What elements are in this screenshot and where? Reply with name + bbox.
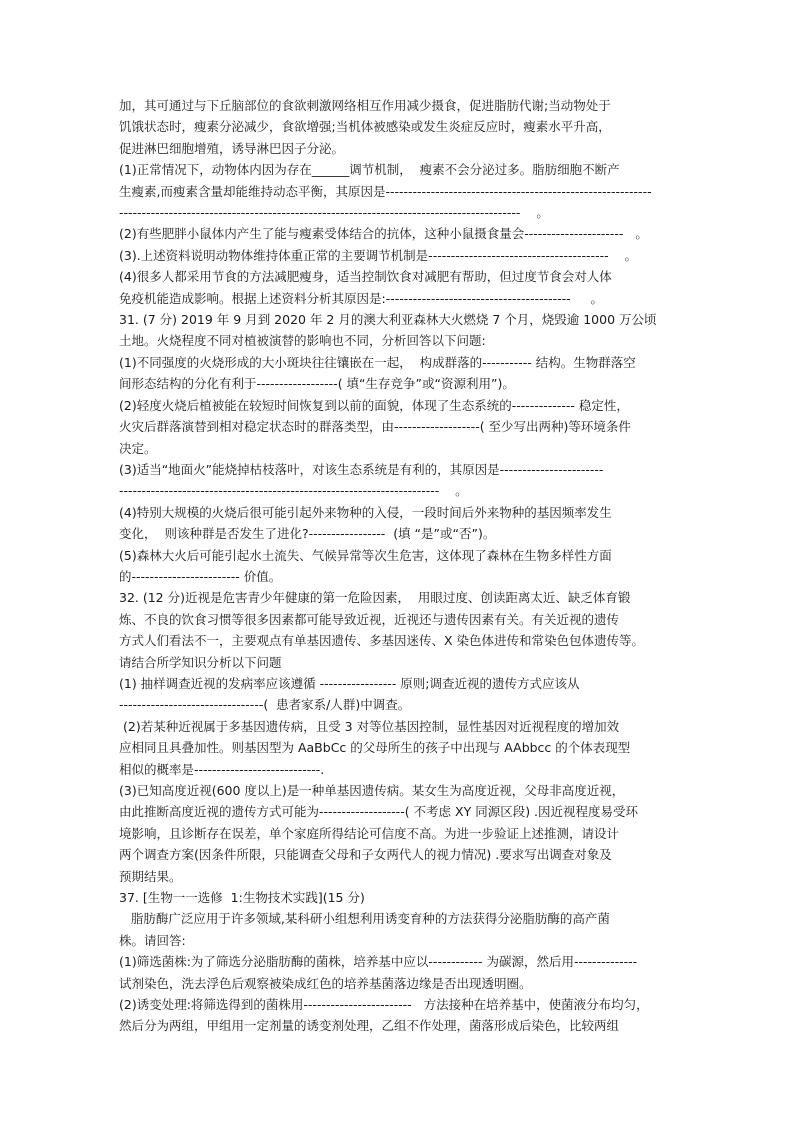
question-heading: 31. (7 分) 2019 年 9 月到 2020 年 2 月的澳大利亚森林大火燃烧 7 个月，烧毁逾 1000 万公顷 bbox=[119, 312, 657, 328]
question-line: (4)特别大规模的火烧后很可能引起外来物种的入侵，一段时间后外来物种的基因频率发生 bbox=[119, 504, 612, 520]
document-page bbox=[119, 95, 679, 1037]
question-line: (2)若某种近视属于多基因遗传病，且受 3 对等位基因控制，显性基因对近视程度的增加效 bbox=[119, 718, 620, 734]
question-line: 由此推断高度近视的遗传方式可能为-------------------( 不考虑 XY 同源区段) .因近视程度易受环 bbox=[119, 804, 639, 820]
question-line: 生瘦素,而瘦素含量却能维持动态平衡，其原因是----------------------------------------------------------- bbox=[119, 183, 652, 199]
text-line: 加，其可通过与下丘脑部位的食欲刺激网络相互作用减少摄食，促进脂肪代谢;当动物处于 bbox=[119, 98, 611, 113]
question-heading: 32. (12 分)近视是危害青少年健康的第一危险因素， 用眼过度、创读距离太近、缺乏体育锻 bbox=[119, 590, 631, 606]
answer-blank-line: ----------------------------------------------------------------------- 。 bbox=[119, 483, 468, 499]
text-line: 饥饿状态时，瘦素分泌减少，食欲增强;当机体被感染或发生炎症反应时，瘦素水平升高， bbox=[119, 119, 611, 135]
question-line: (2)轻度火烧后植被能在较短时间恢复到以前的面貌，体现了生态系统的-------------- 稳定性， bbox=[119, 397, 629, 413]
question-line: (1)不同强度的火烧形成的大小斑块往往镶嵌在一起， 构成群落的----------- 结构。生物群落空 bbox=[119, 354, 636, 370]
question-line: 应相同且具叠加性。则基因型为 AaBbCc 的父母所生的孩子中出现与 AAbbcc 的个体表现型 bbox=[119, 740, 631, 756]
question-line: (1)正常情况下，动物体内因为存在______调节机制， 瘦素不会分泌过多。脂肪细胞不断产 bbox=[119, 162, 620, 178]
question-line: 免疫机能造成影响。根据上述资料分析其原因是:----------------------------------------- 。 bbox=[119, 290, 604, 306]
text-line: 炼、不良的饮食习惯等很多因素都可能导致近视，近视还与遗传因素有关。有关近视的遗传 bbox=[119, 611, 620, 627]
text-line: 请结合所学知识分析以下问题 bbox=[119, 654, 282, 670]
question-line: 间形态结构的分化有利于------------------( 填“生存竞争”或“资源利用”)。 bbox=[119, 376, 515, 392]
question-heading: 37. [生物一一选修 1:生物技术实践](15 分) bbox=[119, 890, 365, 906]
text-line: 土地。火烧程度不同对植被演替的影响也不同，分析回答以下问题: bbox=[119, 333, 486, 349]
question-line: (2)诱变处理:将筛选得到的菌株用------------------------ 方法接种在培养基中，使菌液分布均匀， bbox=[119, 997, 649, 1013]
answer-blank-line: ----------------------------------------------------------------------------------------- 。 bbox=[119, 205, 549, 221]
question-line: 预期结果。 bbox=[119, 868, 182, 884]
question-line: (3)已知高度近视(600 度以上)是一种单基因遗传病。某女生为高度近视，父母非高度近视， bbox=[119, 783, 625, 798]
text-line: 脂肪酶广泛应用于许多领域,某科研小组想利用诱变育种的方法获得分泌脂肪酶的高产菌 bbox=[119, 911, 610, 927]
question-line: 然后分为两组，甲组用一定剂量的诱变剂处理，乙组不作处理，菌落形成后染色，比较两组 bbox=[119, 1018, 620, 1034]
question-line: 变化， 则该种群是否发生了进化?----------------- (填 “是”或“否”)。 bbox=[119, 526, 496, 542]
question-line: 决定。 bbox=[119, 440, 157, 456]
question-line: 火灾后群落演替到相对稳定状态时的群落类型，由-------------------( 至少写出两种)等环境条件 bbox=[119, 419, 631, 435]
question-line: 试剂染色，洗去浮色后观察被染成红色的培养基菌落边缘是否出现透明圈。 bbox=[119, 975, 532, 991]
question-line: (5)森林大火后可能引起水土流失、气候异常等次生危害，这体现了森林在生物多样性方面 bbox=[119, 547, 612, 563]
question-line: (1) 抽样调查近视的发病率应该遵循 ----------------- 原则;调查近视的遗传方式应该从 bbox=[119, 675, 580, 691]
question-line: (1)筛选菌株:为了筛选分泌脂肪酶的菌株，培养基中应以------------ 为碳源，然后用-------------- bbox=[119, 954, 638, 970]
text-line: 方式人们看法不一，主要观点有单基因遗传、多基因迷传、X 染色体进传和常染色包体遗传等。 bbox=[119, 633, 645, 649]
question-line: 两个调查方案(因条件所限，只能调查父母和子女两代人的视力情况) .要求写出调查对象及 bbox=[119, 847, 612, 863]
question-line: (4)很多人都采用节食的方法减肥瘦身，适当控制饮食对减肥有帮助，但过度节食会对人体 bbox=[119, 269, 612, 285]
question-line: 相似的概率是----------------------------. bbox=[119, 761, 325, 777]
question-line: (3)适当“地面火”能烧掉枯枝落叶，对该生态系统是有利的，其原因是----------------------- bbox=[119, 461, 604, 477]
question-line: 的------------------------ 价值。 bbox=[119, 568, 282, 584]
question-line: (2)有些肥胖小鼠体内产生了能与瘦素受体结合的抗体，这种小鼠摄食量会---------------------- 。 bbox=[119, 226, 648, 242]
question-line: 境影响，且诊断存在误差，单个家庭所得结论可信度不高。为进一步验证上述推测，请设计 bbox=[119, 825, 620, 841]
question-line: (3).上述资料说明动物体维持体重正常的主要调节机制是---------------------------------------- 。 bbox=[119, 247, 637, 263]
text-line: 促进淋巴细胞增殖，诱导淋巴因子分泌。 bbox=[119, 140, 345, 156]
question-line: --------------------------------( 患者家系/人群)中调查。 bbox=[119, 697, 411, 713]
text-line: 株。请回答: bbox=[119, 932, 186, 948]
